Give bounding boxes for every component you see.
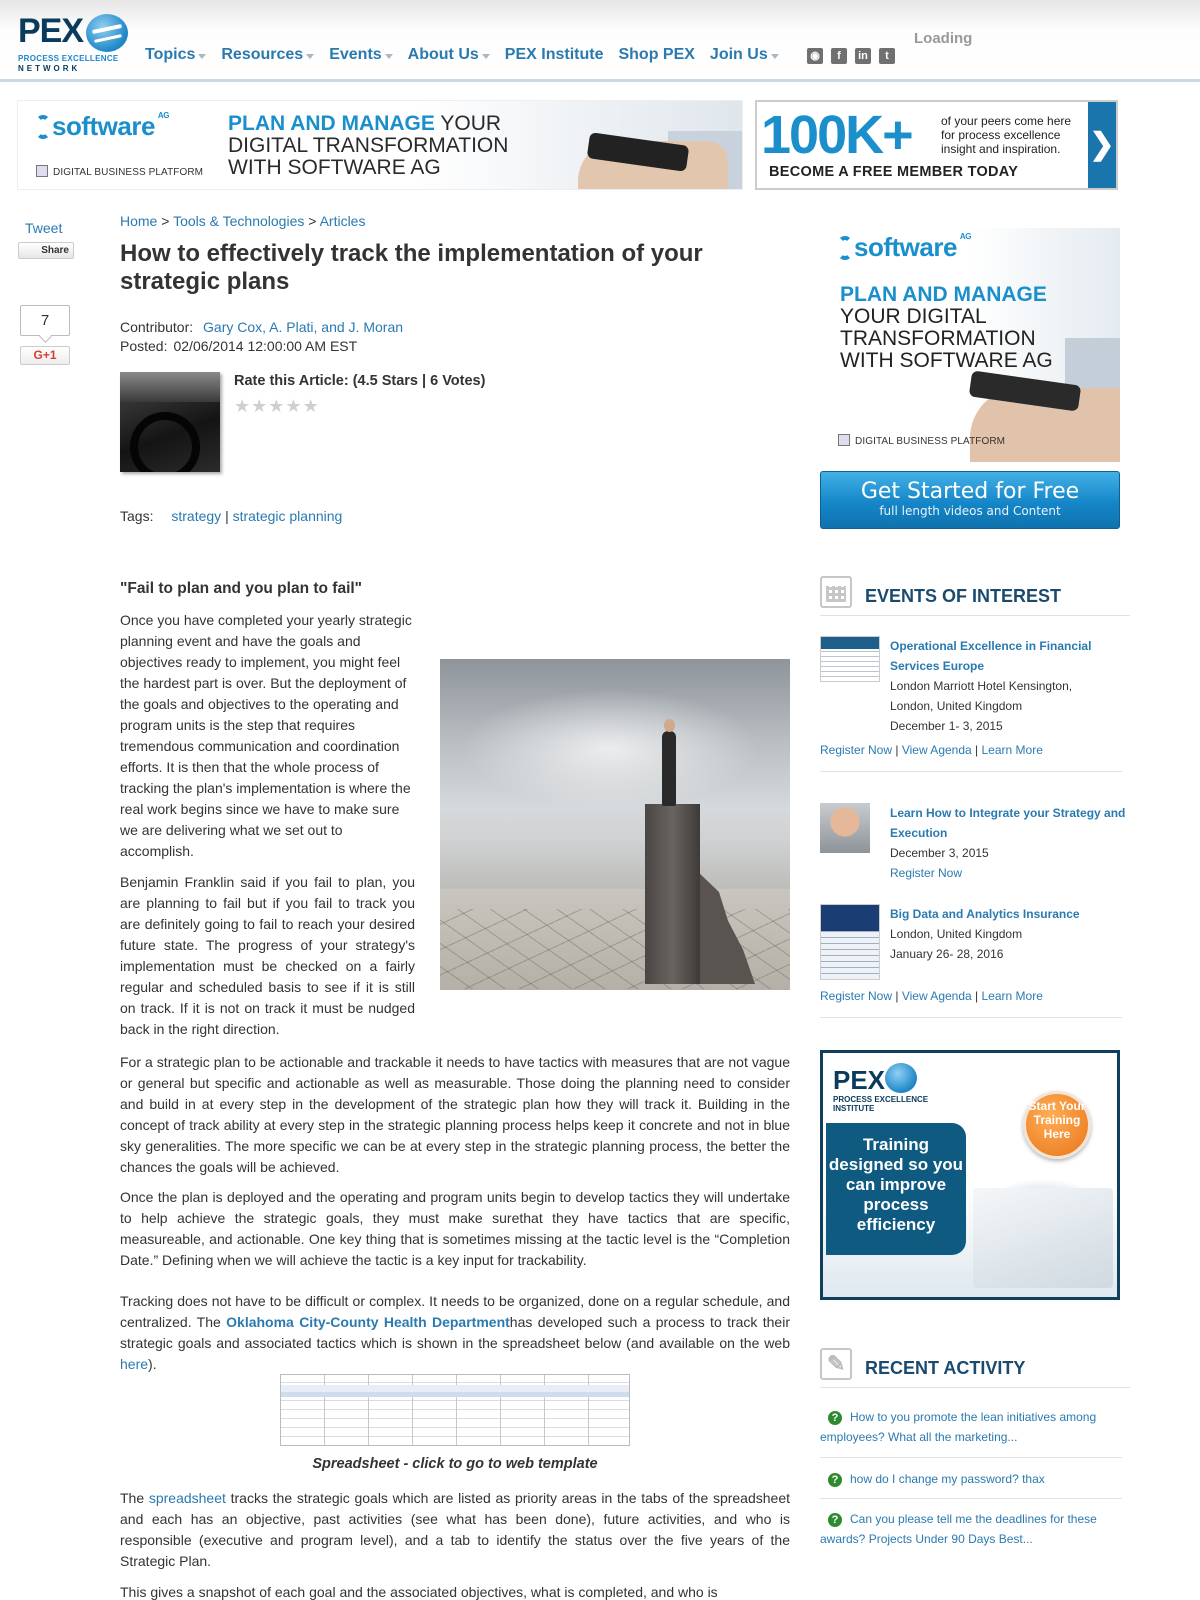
activity-text[interactable]: How to you promote the lean initiatives among employees? What all the marketing...: [820, 1410, 1097, 1444]
software-ag-logo: software $^{AG}$: [36, 111, 169, 142]
software-ag-banner[interactable]: [17, 100, 743, 190]
posted-date: 02/06/2014 12:00:00 AM EST: [173, 338, 358, 354]
tweet-button[interactable]: Tweet: [25, 220, 63, 236]
contributor-link[interactable]: Gary Cox, A. Plati, and J. Moran: [203, 319, 404, 335]
tag-sep: |: [225, 508, 229, 524]
globe-icon: [885, 1063, 917, 1093]
tag-link[interactable]: strategic planning: [232, 508, 343, 524]
article-quote: "Fail to plan and you plan to fail": [120, 580, 363, 597]
register-now-link[interactable]: Register Now: [820, 743, 893, 757]
event-links: Register Now | View Agenda | Learn More: [820, 989, 1043, 1003]
gplus-button[interactable]: G+1: [20, 346, 70, 365]
question-icon: ?: [828, 1513, 842, 1527]
paragraph-4: Once the plan is deployed and the operating and program units begin to develop tactics they will undertake to help achieve the strategic goals, they must make surethat they have tactics that are specific, measureable, and actionable. One key thing that is sometimes missing at the tactic level is the “Completion Date.” Defining when we will achieve the tactic is a key input for trackability.: [120, 1189, 790, 1268]
breadcrumb-section[interactable]: Tools & Technologies: [173, 213, 305, 229]
gplus-count: 7: [20, 305, 70, 336]
software-ag-logo: software $^{AG}$: [838, 232, 971, 263]
tag-link[interactable]: strategy: [171, 508, 222, 524]
member-cta: BECOME A FREE MEMBER TODAY: [769, 164, 1019, 180]
article-meta: [120, 318, 403, 356]
question-icon: ?: [828, 1411, 842, 1425]
nav-shop-pex[interactable]: Shop PEX: [618, 46, 695, 63]
nav-events[interactable]: Events: [329, 46, 392, 64]
breadcrumb: [120, 213, 365, 229]
hero-image: [440, 659, 790, 990]
event-thumbnail[interactable]: [820, 636, 880, 682]
question-icon: ?: [828, 1473, 842, 1487]
banner-headline: PLAN AND MANAGE YOUR DIGITAL TRANSFORMATION WITH SOFTWARE AG: [228, 112, 509, 179]
events-title: EVENTS OF INTEREST: [865, 586, 1062, 606]
star-icon[interactable]: ★: [234, 396, 251, 416]
chevron-down-icon: [771, 54, 779, 59]
tags-label: Tags:: [120, 508, 154, 524]
get-started-button[interactable]: [820, 471, 1120, 529]
event-location: London, United Kingdom: [890, 927, 1023, 941]
laptop-image: [973, 1188, 1113, 1288]
rss-icon[interactable]: ◉: [807, 48, 823, 64]
paragraph-7: This gives a snapshot of each goal and the associated objectives, what is completed, and who is: [120, 1584, 718, 1600]
register-now-link[interactable]: Register Now: [820, 989, 893, 1003]
breadcrumb-home[interactable]: Home: [120, 213, 158, 229]
logo-line1: PROCESS EXCELLENCE: [18, 54, 119, 63]
training-subtitle: PROCESS EXCELLENCE INSTITUTE: [833, 1095, 929, 1113]
page-title: How to effectively track the implementation of your strategic plans: [120, 240, 703, 295]
linkedin-icon[interactable]: in: [855, 48, 871, 64]
activity-text[interactable]: Can you please tell me the deadlines for these awards? Projects Under 90 Days Best...: [820, 1512, 1097, 1546]
event-date: December 3, 2015: [890, 846, 989, 860]
member-tagline: of your peers come here for process excellence insight and inspiration.: [941, 114, 1072, 156]
health-department-link[interactable]: Oklahoma City-County Health Department: [226, 1314, 510, 1330]
nav-resources[interactable]: Resources: [221, 46, 314, 64]
divider: [820, 1498, 1122, 1499]
spreadsheet-link[interactable]: spreadsheet: [148, 1490, 226, 1506]
twitter-icon[interactable]: t: [879, 48, 895, 64]
platform-label: DIGITAL BUSINESS PLATFORM: [838, 434, 1005, 447]
event-links: Register Now | View Agenda | Learn More: [820, 743, 1043, 757]
event-item: [820, 904, 1130, 1014]
register-now-link[interactable]: Register Now: [890, 866, 963, 880]
training-message: Training designed so you can improve process efficiency: [826, 1123, 966, 1255]
pex-institute-ad[interactable]: [820, 1050, 1120, 1300]
platform-icon: [838, 434, 850, 446]
platform-label: DIGITAL BUSINESS PLATFORM: [36, 165, 203, 178]
star-icon[interactable]: ★: [285, 396, 302, 416]
event-name[interactable]: Operational Excellence in Financial Services Europe: [890, 639, 1092, 673]
here-link[interactable]: here: [120, 1356, 149, 1372]
training-brand: PEX: [833, 1065, 886, 1095]
start-training-button[interactable]: Start Your Training Here: [1023, 1091, 1091, 1159]
activity-item[interactable]: [820, 1407, 1122, 1447]
member-banner[interactable]: [755, 100, 1118, 190]
breadcrumb-sep: >: [308, 213, 317, 229]
event-name[interactable]: Learn How to Integrate your Strategy and Execution: [890, 806, 1126, 840]
divider: [820, 1457, 1122, 1458]
member-count: 100K+: [761, 105, 912, 165]
paragraph-6: The spreadsheet tracks the strategic goals which are listed as priority areas in the tabs of the spreadsheet and each has an objective, past activities (see what has been done), future activities, and who is responsible (executive and program level), and a tab to identify the status over the five years of the Strategic Plan.: [120, 1490, 791, 1569]
phone-hand-image: [578, 121, 728, 190]
site-header: [0, 0, 1200, 82]
rating-text: Rate this Article: (4.5 Stars | 6 Votes): [234, 373, 486, 389]
activity-header: [820, 1348, 1130, 1388]
sidebar-software-ag-ad[interactable]: [820, 228, 1120, 462]
nav-about-us[interactable]: About Us: [408, 46, 490, 64]
event-item: [820, 636, 1130, 766]
star-icon[interactable]: ★: [251, 396, 268, 416]
breadcrumb-page[interactable]: Articles: [319, 213, 366, 229]
divider: [820, 1017, 1122, 1018]
event-item: [820, 803, 1130, 883]
logo-brand: PEX: [18, 12, 84, 50]
platform-icon: [36, 165, 48, 177]
learn-more-link[interactable]: Learn More: [981, 743, 1043, 757]
pex-logo[interactable]: [18, 12, 133, 72]
view-agenda-link[interactable]: View Agenda: [901, 989, 972, 1003]
article-tags: [120, 508, 342, 524]
posted-label: Posted:: [120, 338, 168, 354]
star-icon[interactable]: ★: [302, 396, 319, 416]
contributor-label: Contributor:: [120, 319, 194, 335]
event-thumbnail[interactable]: [820, 904, 880, 980]
chevron-down-icon: [385, 54, 393, 59]
breadcrumb-sep: >: [161, 213, 170, 229]
divider: [820, 771, 1122, 772]
star-icon[interactable]: ★: [268, 396, 285, 416]
rating-stars[interactable]: [234, 398, 319, 414]
paragraph-1: Once you have completed your yearly strategic planning event and have the goals and objectives ready to implement, you might feel the hardest part is over. But the deployment of the goals and objectives to the operating and program units is the step that requires tremendous communication and coordination efforts. It is then that the whole process of tracking the plan's implementation is where the real work begins since we have to make sure we are delivering what we set out to accomplish.: [120, 612, 412, 859]
chevron-down-icon: [482, 54, 490, 59]
chevron-down-icon: [306, 54, 314, 59]
event-venue: London Marriott Hotel Kensington,: [890, 679, 1073, 693]
event-name[interactable]: Big Data and Analytics Insurance: [890, 907, 1080, 921]
activity-title: RECENT ACTIVITY: [865, 1358, 1026, 1378]
event-date: December 1- 3, 2015: [890, 719, 1003, 733]
main-nav: [145, 46, 794, 64]
chevron-right-icon[interactable]: ❯: [1088, 102, 1116, 188]
edit-icon: [820, 1348, 852, 1380]
nav-topics[interactable]: Topics: [145, 46, 206, 64]
get-started-title: Get Started for Free: [860, 479, 1080, 504]
social-links: [807, 48, 895, 64]
activity-item[interactable]: [820, 1469, 1122, 1489]
sidebar-ad-headline: PLAN AND MANAGE YOUR DIGITAL TRANSFORMATION WITH SOFTWARE AG: [840, 283, 1053, 372]
event-location: London, United Kingdom: [890, 699, 1023, 713]
paragraph-3: For a strategic plan to be actionable and trackable it needs to have tactics with measures that are not vague or general but specific and actionable as well as measurable. Those doing the planning need to consider and build in at every step in the development of the strategic plan how they will track it. Building in the concept of track ability at every step in the strategic planning process helps keep it concrete and not in blue sky generalities. The more specific we can be at every step in the strategic planning process, the better the chances the goals will be achieved.: [120, 1054, 790, 1175]
learn-more-link[interactable]: Learn More: [981, 989, 1043, 1003]
paragraph-5: Tracking does not have to be difficult or complex. It needs to be organized, done on a regular schedule, and centralized. The Oklahoma City-County Health Departmenthas developed such a process to track their strategic goals and associated tactics which is shown in the spreadsheet below (and available on the web here).: [120, 1293, 790, 1372]
spreadsheet-image[interactable]: [280, 1374, 630, 1446]
share-button[interactable]: Share: [18, 242, 74, 259]
calendar-icon: [820, 576, 852, 608]
nav-join-us[interactable]: Join Us: [710, 46, 779, 64]
activity-text[interactable]: how do I change my password? thax: [850, 1472, 1045, 1486]
paragraph-2: Benjamin Franklin said if you fail to plan, you are planning to fail but if you fail to track you are definitely going to fail to reach your desired future state. The progress of your strategy's implementation must be checked on a fairly regular and scheduled basis to see if it is still on track. If it is not on track it must be nudged back in the right direction.: [120, 874, 415, 1037]
event-speaker-photo[interactable]: [820, 803, 870, 853]
loading-indicator: Loading: [914, 30, 973, 47]
view-agenda-link[interactable]: View Agenda: [901, 743, 972, 757]
logo-line2: NETWORK: [18, 64, 81, 73]
events-header: [820, 576, 1130, 616]
facebook-icon[interactable]: f: [831, 48, 847, 64]
globe-icon: [86, 14, 128, 52]
spreadsheet-caption[interactable]: Spreadsheet - click to go to web template: [312, 1456, 598, 1472]
chevron-down-icon: [198, 54, 206, 59]
get-started-subtitle: full length videos and Content: [879, 504, 1061, 518]
event-date: January 26- 28, 2016: [890, 947, 1004, 961]
article-thumbnail: [120, 372, 220, 472]
nav-pex-institute[interactable]: PEX Institute: [504, 46, 604, 63]
activity-item[interactable]: [820, 1509, 1122, 1549]
